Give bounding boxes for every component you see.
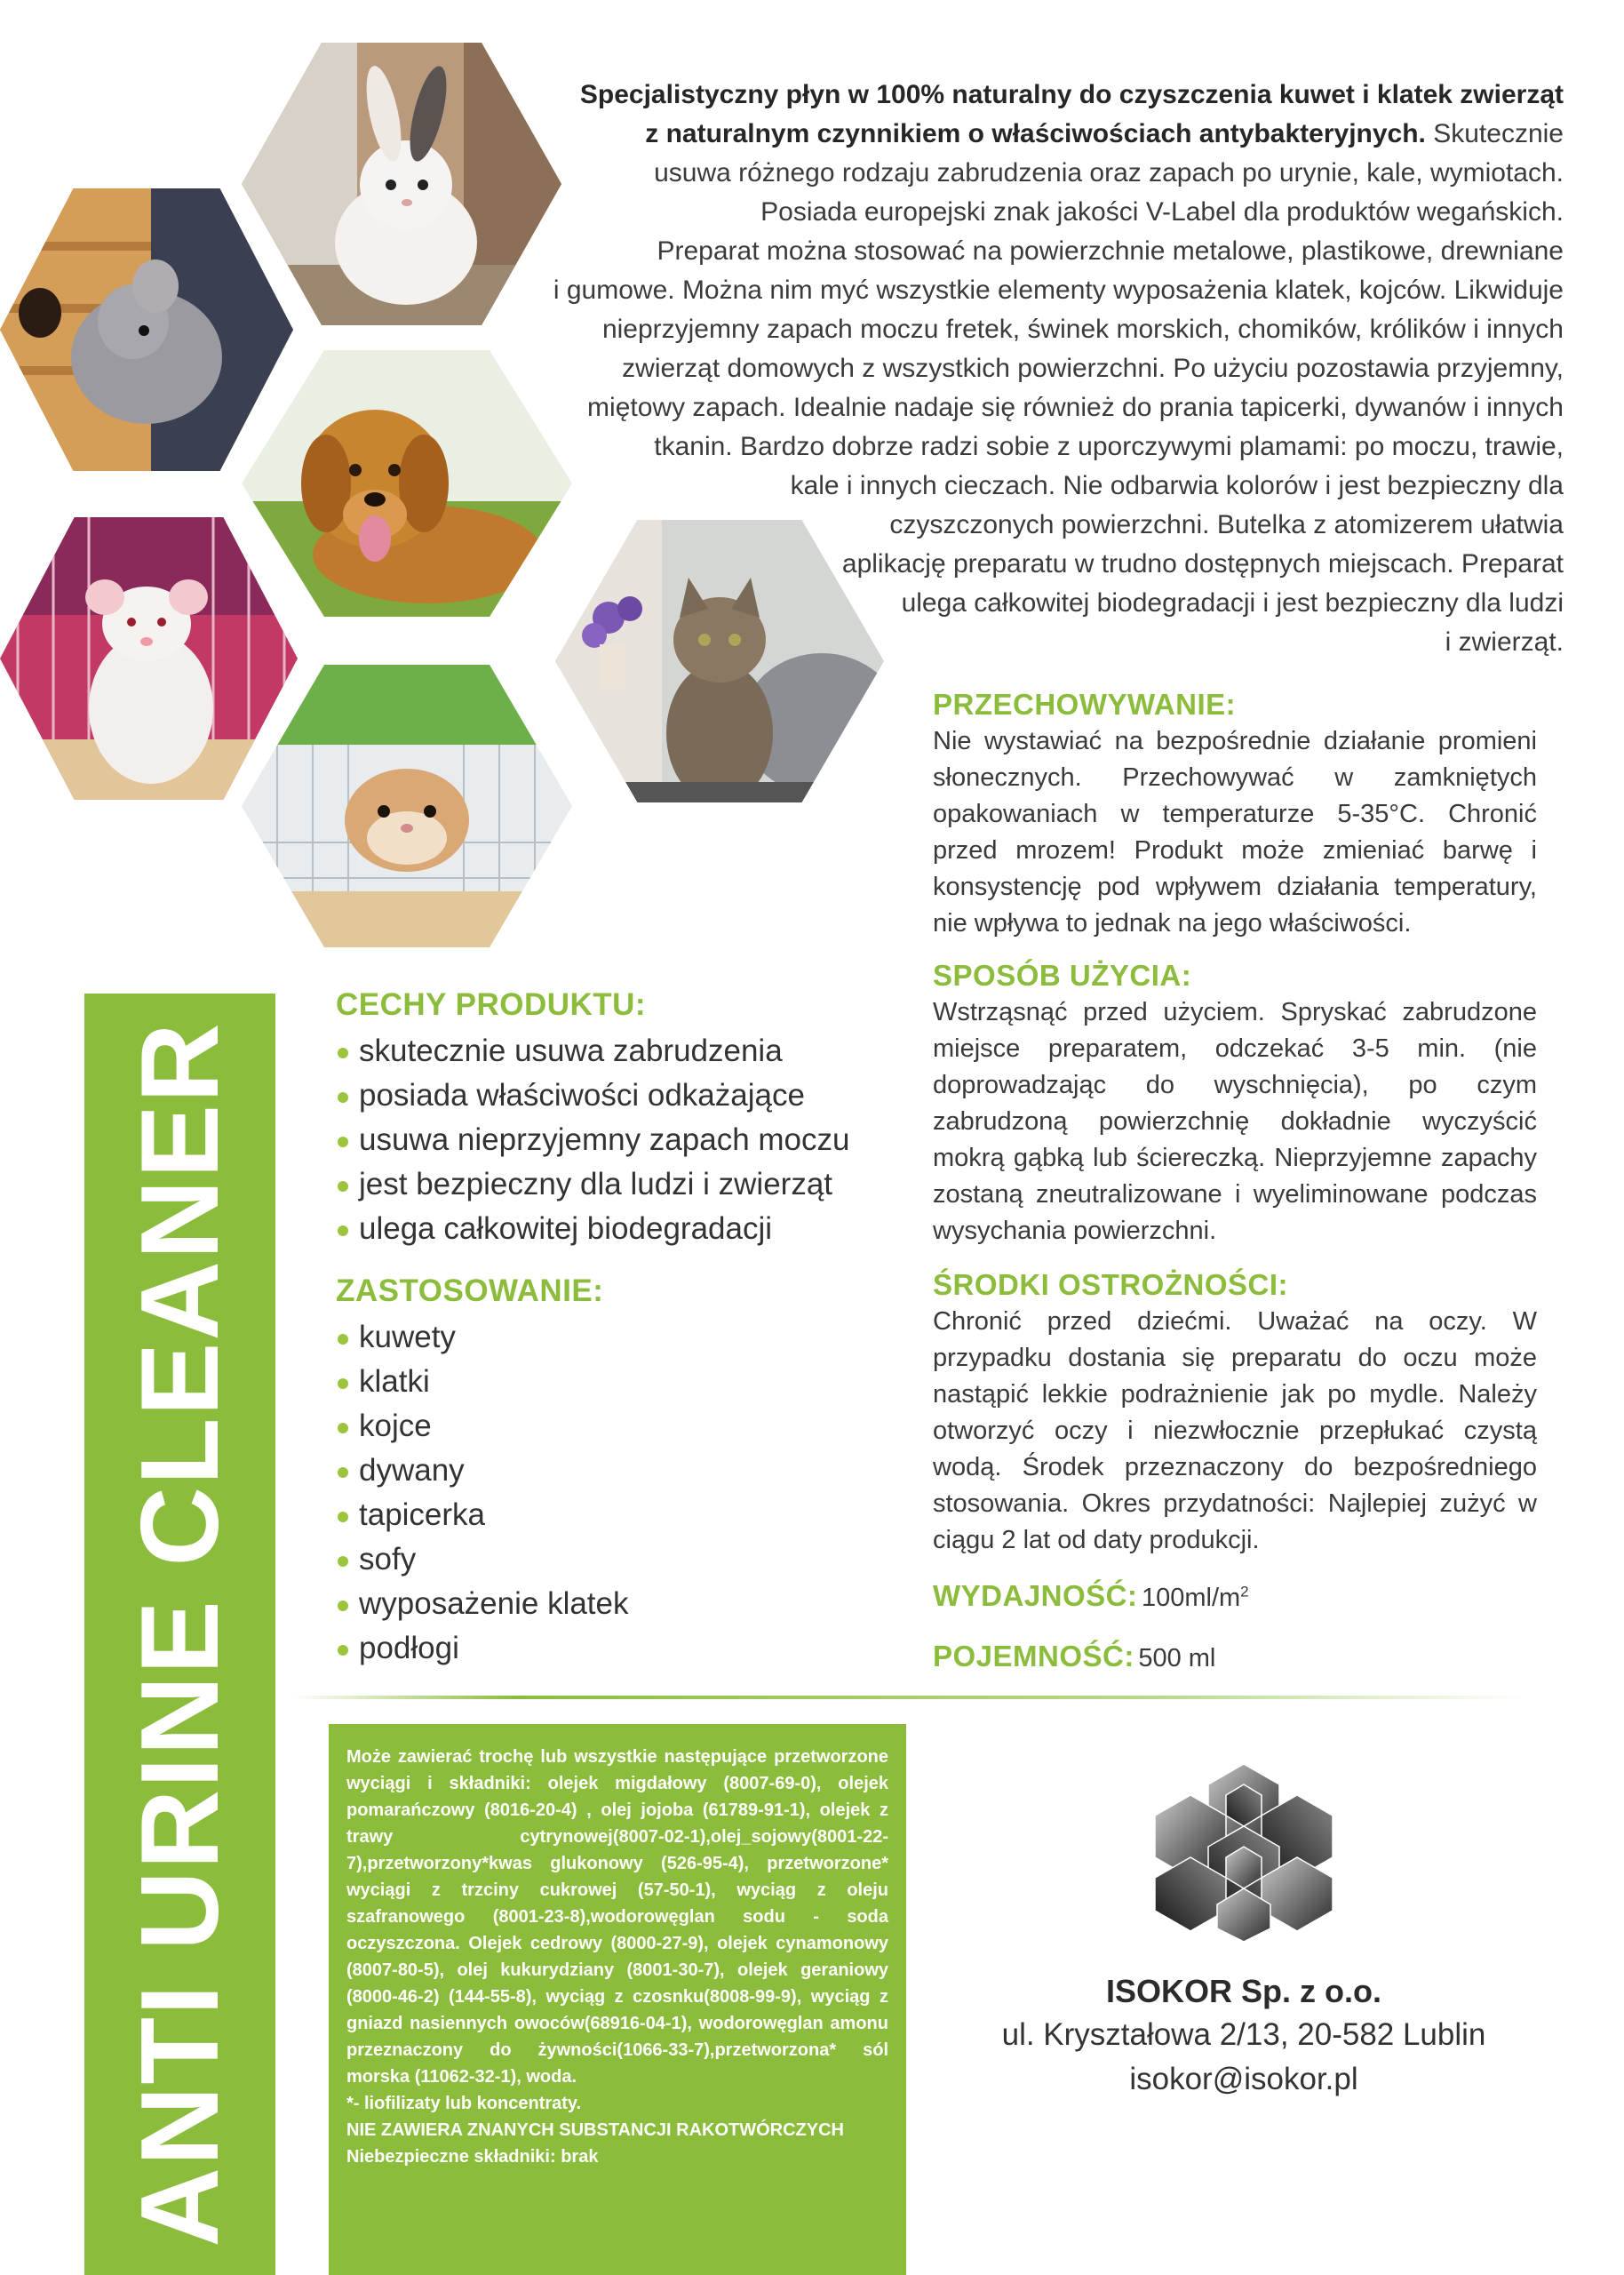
intro-line: i gumowe. Można nim myć wszystkie elementy wyposażenia klatek, kojców. Likwiduje [553, 275, 1564, 305]
storage-text: Nie wystawiać na bezpośrednie działanie promieni słonecznych. Przechowywać w zamkniętych opakowaniach w temperaturze 5-35°C. Chronić przed mrozem! Produkt może zmieniać barwę i konsystencję pod wpływem działania temperatury, nie wpływa to jednak na jego właściwości. [933, 727, 1537, 938]
list-item: sofy [336, 1537, 904, 1582]
list-item: jest bezpieczny dla ludzi i zwierząt [336, 1162, 904, 1207]
intro-line: zwierząt domowych z wszystkich powierzchni. Po użyciu pozostawia przyjemny, [622, 354, 1564, 383]
product-name-band [84, 994, 275, 2275]
precautions-title: ŚRODKI OSTROŻNOŚCI: [933, 1268, 1289, 1301]
intro-line: miętowy zapach. Idealnie nadaje się również do prania tapicerki, dywanów i innych [587, 393, 1564, 422]
intro-line: i zwierząt. [1445, 627, 1564, 657]
company-address: ul. Kryształowa 2/13, 20-582 Lublin [1001, 2017, 1486, 2052]
usage-title: SPOSÓB UŻYCIA: [933, 959, 1192, 992]
photo-chinchilla [0, 188, 293, 471]
capacity-label: POJEMNOŚĆ: [933, 1640, 1134, 1672]
intro-line: ulega całkowitej biodegradacji i jest bezpieczny dla ludzi [901, 588, 1564, 618]
capacity-row [933, 1638, 1537, 1675]
storage-section [933, 686, 1537, 942]
company-logo [1146, 1764, 1341, 1942]
list-item: dywany [336, 1449, 904, 1493]
list-item: skutecznie usuwa zabrudzenia [336, 1029, 904, 1074]
features-section [336, 986, 904, 1251]
list-item: kuwety [336, 1315, 904, 1360]
company-name: ISOKOR Sp. z o.o. [1105, 1973, 1381, 2009]
features-list [336, 1029, 904, 1251]
list-item: usuwa nieprzyjemny zapach moczu [336, 1118, 904, 1162]
application-title: ZASTOSOWANIE: [336, 1273, 604, 1308]
photo-hamster [242, 665, 572, 947]
intro-line-2-rest: Skutecznie [1425, 119, 1564, 148]
intro-line: czyszczonych powierzchni. Butelka z atomizerem ułatwia [889, 510, 1564, 539]
ingredients-box [329, 1724, 906, 2275]
intro-paragraph [506, 76, 1564, 662]
usage-section [933, 957, 1537, 1249]
intro-line: aplikację preparatu w trudno dostępnych miejscach. Preparat [841, 549, 1564, 579]
efficiency-row [933, 1577, 1537, 1615]
intro-line: nieprzyjemny zapach moczu fretek, świnek morskich, chomików, królików i innych [601, 315, 1564, 344]
ingredients-note: *- liofilizaty lub koncentraty. [346, 2094, 582, 2113]
list-item: tapicerka [336, 1493, 904, 1537]
usage-text: Wstrząsnąć przed użyciem. Spryskać zabrudzone miejsce preparatem, odczekać 3-5 min. (nie doprowadzając do wyschnięcia), po czym zabrudzoną powierzchnię dokładnie wyczyścić mokrą gąbką lub ściereczką. Nieprzyjemne zapachy zostaną zneutralizowane i wyeliminowane podczas wysychania powierzchni. [933, 998, 1537, 1245]
intro-line: kale i innych cieczach. Nie odbarwia kolorów i jest bezpieczny dla [790, 471, 1564, 500]
list-item: kojce [336, 1404, 904, 1449]
precautions-text: Chronić przed dziećmi. Uważać na oczy. W przypadku dostania się preparatu do oczu może nastąpić lekkie podrażnienie jak po mydle. Należy otworzyć oczy i niezwłocznie przepłukać czystą wodą. Środek przeznaczony do bezpośredniego stosowania. Okres przydatności: Najlepiej zużyć w ciągu 2 lat od daty produkcji. [933, 1307, 1537, 1554]
company-email[interactable]: isokor@isokor.pl [1129, 2062, 1358, 2096]
features-title: CECHY PRODUKTU: [336, 987, 647, 1022]
intro-line: Posiada europejski znak jakości V-Label dla produktów wegańskich. [760, 197, 1564, 227]
ingredients-carcinogen: NIE ZAWIERA ZNANYCH SUBSTANCJI RAKOTWÓRCZYCH [346, 2120, 844, 2140]
product-name-vertical: ANTI URINE CLEANER [118, 1021, 242, 2247]
list-item: podłogi [336, 1626, 904, 1671]
efficiency-label: WYDAJNOŚĆ: [933, 1579, 1138, 1612]
ingredients-text: Może zawierać trochę lub wszystkie następujące przetworzone wyciągi i składniki: olejek migdałowy (8007-69-0), olejek pomarańczowy (8016-20-4) , olej jojoba (61789-91-1), olejek z trawy cytrynowej(8007-02-1),olej_sojowy(8001-22-7),przetworzony*kwas glukonowy (526-95-4), przetworzone* wyciągi z trzciny cukrowej (57-50-1), wyciąg z oleju szafranowego (8001-23-8),wodorowęglan sodu - soda oczyszczona. Olejek cedrowy (8000-27-9), olejek cynamonowy (8007-80-5), olej kukurydziany (8001-30-7), olejek geraniowy (8000-46-2) (144-55-8), wyciąg z czosnku(8008-99-9), wyciąg z gniazd nasiennych owoców(68916-04-1), wodorowęglan amonu przeznaczony do żywności(1066-33-7),przetworzona* sól morska (11062-32-1), woda. [346, 1747, 888, 2087]
precautions-section [933, 1266, 1537, 1559]
list-item: klatki [336, 1360, 904, 1404]
application-list [336, 1315, 904, 1671]
section-divider [293, 1696, 1528, 1699]
hexagon-logo-icon [1146, 1764, 1341, 1942]
ingredients-hazard: Niebezpieczne składniki: brak [346, 2147, 599, 2167]
list-item: ulega całkowitej biodegradacji [336, 1207, 904, 1251]
intro-line: Preparat można stosować na powierzchnie metalowe, plastikowe, drewniane [657, 236, 1564, 266]
efficiency-value: $100ml/m^2$ [1141, 1583, 1249, 1612]
list-item: posiada właściwości odkażające [336, 1074, 904, 1118]
company-info [959, 1970, 1528, 2102]
intro-line: tkanin. Bardzo dobrze radzi sobie z uporczywymi plamami: po moczu, trawie, [654, 432, 1564, 461]
application-section [336, 1273, 904, 1671]
intro-line: usuwa różnego rodzaju zabrudzenia oraz zapach po urynie, kale, wymiotach. [654, 158, 1564, 188]
storage-title: PRZECHOWYWANIE: [933, 688, 1237, 721]
intro-headline-1: Specjalistyczny płyn w 100% naturalny do czyszczenia kuwet i klatek zwierząt [579, 80, 1564, 109]
capacity-value: 500 ml [1138, 1644, 1216, 1672]
intro-headline-2: z naturalnym czynnikiem o właściwościach antybakteryjnych. [645, 119, 1426, 148]
photo-rat [0, 517, 298, 800]
list-item: wyposażenie klatek [336, 1582, 904, 1626]
